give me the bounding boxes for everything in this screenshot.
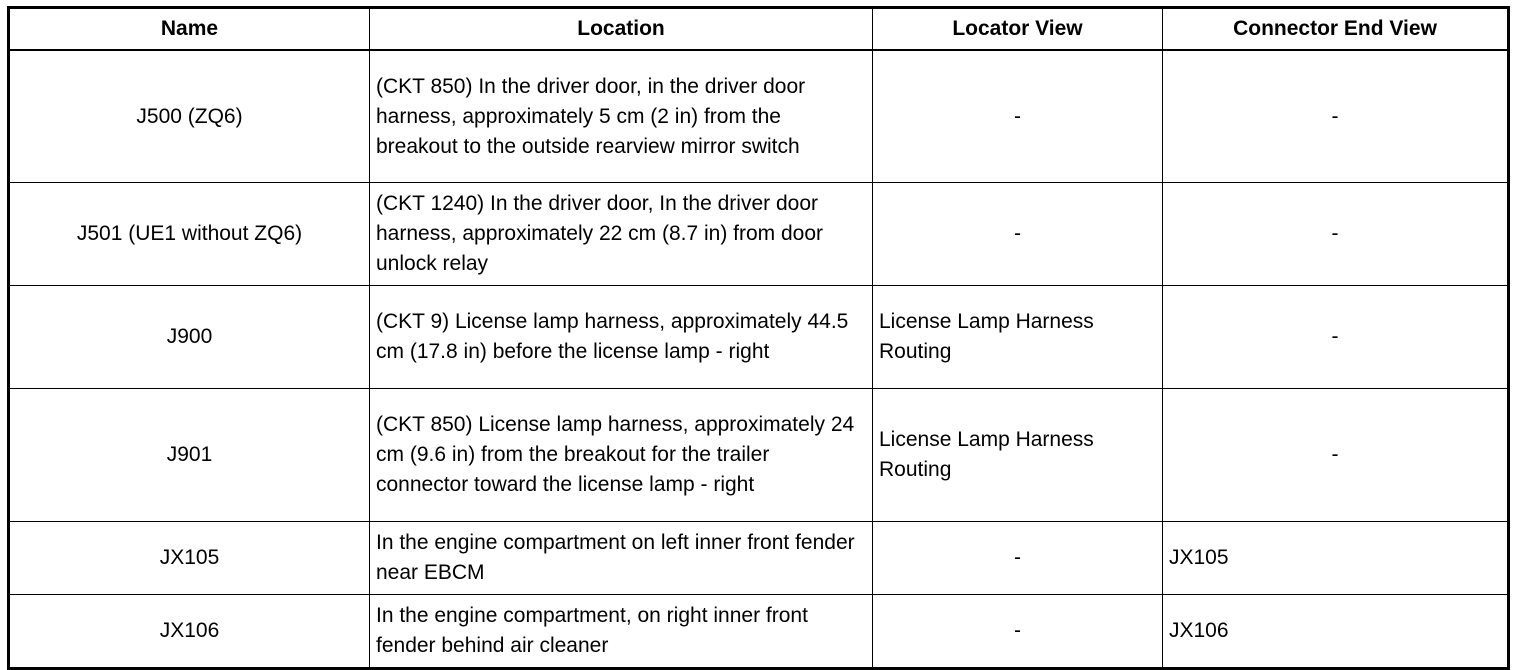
cell-locator-view[interactable]: License Lamp Harness Routing [873,389,1163,522]
cell-name: J901 [9,389,370,522]
cell-name: J500 (ZQ6) [9,50,370,183]
header-row [9,8,1509,51]
cell-locator-view: - [873,522,1163,595]
table-body [9,50,1509,669]
cell-location: (CKT 1240) In the driver door, In the driver door harness, approximately 22 cm (8.7 in) from door unlock relay [370,183,873,286]
cell-locator-view: - [873,595,1163,669]
cell-connector-end-view[interactable]: JX106 [1163,595,1509,669]
table-row [9,389,1509,522]
table-row [9,522,1509,595]
cell-location: In the engine compartment, on right inner front fender behind air cleaner [370,595,873,669]
cell-locator-view: - [873,183,1163,286]
table-row [9,286,1509,389]
table-row [9,595,1509,669]
cell-name: J900 [9,286,370,389]
cell-name: JX106 [9,595,370,669]
table-header [9,8,1509,51]
table-row [9,183,1509,286]
header-connector-end-view: Connector End View [1163,8,1509,51]
cell-name: JX105 [9,522,370,595]
splice-location-table [7,6,1510,670]
header-name: Name [9,8,370,51]
cell-connector-end-view[interactable]: JX105 [1163,522,1509,595]
cell-name: J501 (UE1 without ZQ6) [9,183,370,286]
cell-connector-end-view: - [1163,389,1509,522]
cell-location: (CKT 850) In the driver door, in the driver door harness, approximately 5 cm (2 in) from the breakout to the outside rearview mirror switch [370,50,873,183]
cell-locator-view[interactable]: License Lamp Harness Routing [873,286,1163,389]
cell-location: In the engine compartment on left inner front fender near EBCM [370,522,873,595]
cell-connector-end-view: - [1163,286,1509,389]
cell-connector-end-view: - [1163,50,1509,183]
header-locator-view: Locator View [873,8,1163,51]
cell-connector-end-view: - [1163,183,1509,286]
cell-location: (CKT 9) License lamp harness, approximately 44.5 cm (17.8 in) before the license lamp - right [370,286,873,389]
cell-location: (CKT 850) License lamp harness, approximately 24 cm (9.6 in) from the breakout for the trailer connector toward the license lamp - right [370,389,873,522]
header-location: Location [370,8,873,51]
table-row [9,50,1509,183]
cell-locator-view: - [873,50,1163,183]
